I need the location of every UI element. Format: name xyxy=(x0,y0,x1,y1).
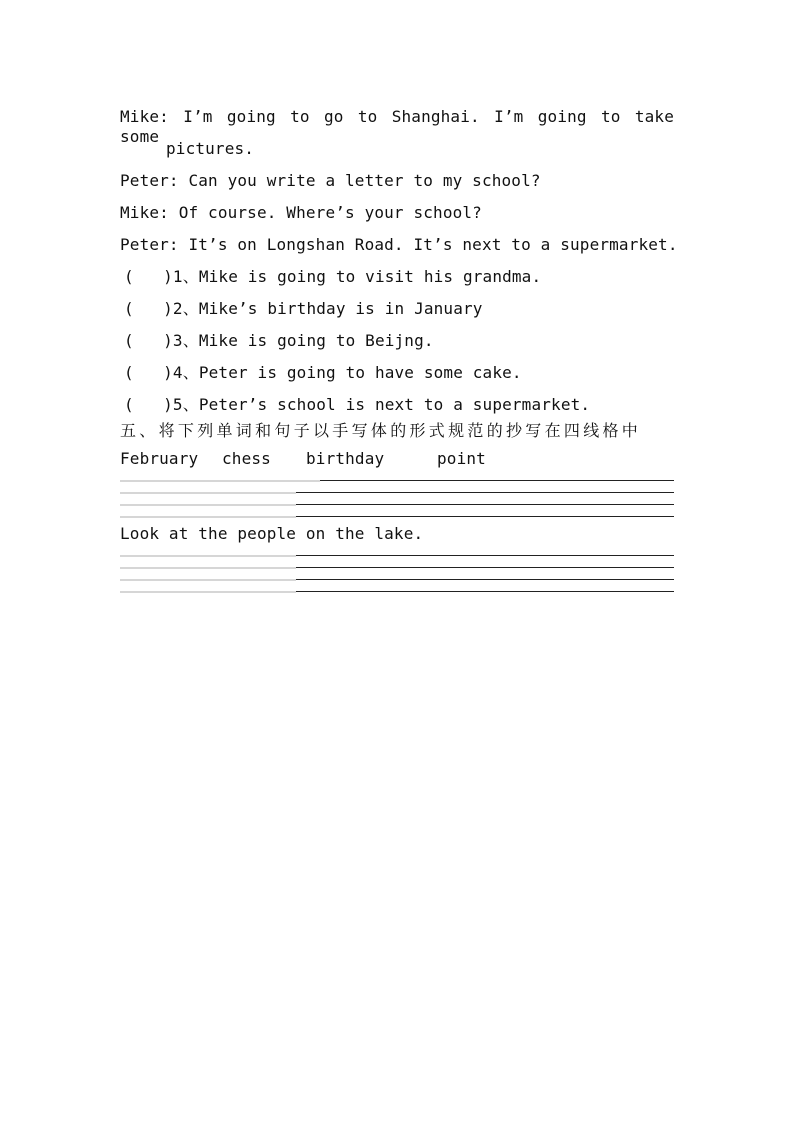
question-text: 5、Peter’s school is next to a supermarket. xyxy=(172,395,591,414)
word-point: point xyxy=(437,449,486,468)
question-text: 2、Mike’s birthday is in January xyxy=(172,299,483,318)
question-text: 1、Mike is going to visit his grandma. xyxy=(172,267,542,286)
word-chess: chess xyxy=(222,449,271,468)
answer-blank[interactable]: ( ) xyxy=(124,267,173,286)
word-february: February xyxy=(120,449,199,468)
question-row-3 xyxy=(124,331,434,351)
word-list xyxy=(120,449,497,469)
question-row-5 xyxy=(124,395,590,415)
question-text: 3、Mike is going to Beijng. xyxy=(172,331,434,350)
question-row-1 xyxy=(124,267,541,287)
grid-line xyxy=(120,492,674,494)
grid-line xyxy=(120,579,674,581)
answer-blank[interactable]: ( ) xyxy=(124,395,173,414)
word-birthday: birthday xyxy=(306,449,385,468)
section-heading: 五、将下列单词和句子以手写体的形式规范的抄写在四线格中 xyxy=(120,421,642,440)
dialogue-line-4: Peter: It’s on Longshan Road. It’s next to a supermarket. xyxy=(120,235,678,254)
dialogue-line-1-continuation: pictures. xyxy=(166,139,255,158)
answer-blank[interactable]: ( ) xyxy=(124,299,173,318)
question-text: 4、Peter is going to have some cake. xyxy=(172,363,522,382)
grid-line xyxy=(120,516,674,518)
grid-line xyxy=(120,567,674,569)
question-row-4 xyxy=(124,363,522,383)
grid-line xyxy=(120,504,674,506)
answer-blank[interactable]: ( ) xyxy=(124,363,173,382)
dialogue-line-2: Peter: Can you write a letter to my school? xyxy=(120,171,541,190)
question-row-2 xyxy=(124,299,483,319)
answer-blank[interactable]: ( ) xyxy=(124,331,173,350)
grid-line xyxy=(120,591,674,593)
dialogue-line-1: Mike: I’m going to go to Shanghai. I’m going to take some xyxy=(120,107,674,146)
dialogue-line-3: Mike: Of course. Where’s your school? xyxy=(120,203,482,222)
grid-line xyxy=(120,480,674,482)
copy-sentence: Look at the people on the lake. xyxy=(120,524,424,543)
grid-line xyxy=(120,555,674,557)
